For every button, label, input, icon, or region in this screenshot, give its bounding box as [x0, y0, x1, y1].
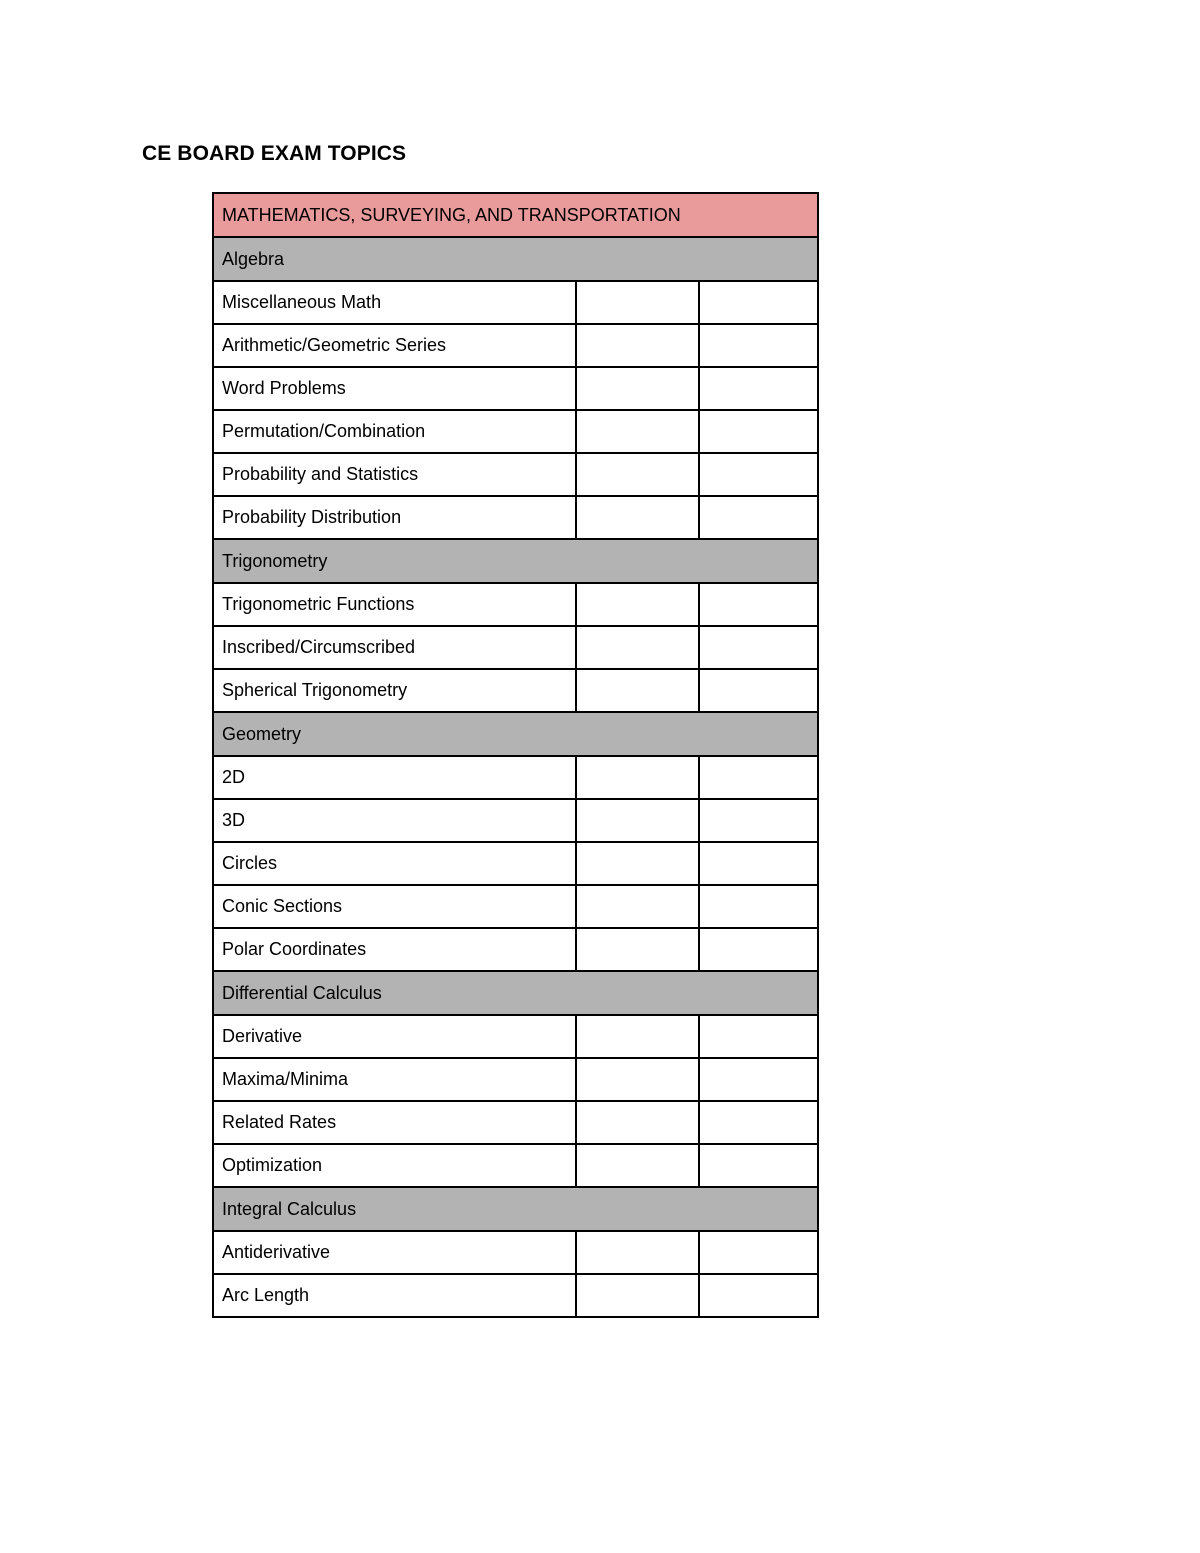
- topic-label: Antiderivative: [213, 1231, 576, 1274]
- topic-check-cell-1[interactable]: [576, 583, 699, 626]
- topic-row: [213, 885, 818, 928]
- topic-check-cell-2[interactable]: [699, 281, 818, 324]
- group-header-row: [213, 539, 818, 583]
- topic-check-cell-2[interactable]: [699, 453, 818, 496]
- topic-row: [213, 367, 818, 410]
- topic-label: Permutation/Combination: [213, 410, 576, 453]
- group-header-row: [213, 1187, 818, 1231]
- topic-check-cell-1[interactable]: [576, 842, 699, 885]
- topic-check-cell-1[interactable]: [576, 1101, 699, 1144]
- topic-label: Trigonometric Functions: [213, 583, 576, 626]
- topic-check-cell-1[interactable]: [576, 669, 699, 712]
- topic-check-cell-2[interactable]: [699, 496, 818, 539]
- topic-label: Arc Length: [213, 1274, 576, 1317]
- topic-row: [213, 410, 818, 453]
- topic-row: [213, 799, 818, 842]
- topic-check-cell-1[interactable]: [576, 885, 699, 928]
- topic-label: Related Rates: [213, 1101, 576, 1144]
- page-title: CE BOARD EXAM TOPICS: [142, 142, 407, 165]
- topic-check-cell-1[interactable]: [576, 367, 699, 410]
- topic-check-cell-1[interactable]: [576, 626, 699, 669]
- topic-check-cell-1[interactable]: [576, 928, 699, 971]
- topic-label: Polar Coordinates: [213, 928, 576, 971]
- topic-label: Inscribed/Circumscribed: [213, 626, 576, 669]
- topic-row: [213, 496, 818, 539]
- topic-check-cell-1[interactable]: [576, 1058, 699, 1101]
- topic-check-cell-1[interactable]: [576, 324, 699, 367]
- topic-check-cell-1[interactable]: [576, 1274, 699, 1317]
- group-header: Differential Calculus: [213, 971, 818, 1015]
- topic-row: [213, 669, 818, 712]
- topic-check-cell-2[interactable]: [699, 1274, 818, 1317]
- topic-row: [213, 1015, 818, 1058]
- topic-check-cell-1[interactable]: [576, 496, 699, 539]
- topic-label: Arithmetic/Geometric Series: [213, 324, 576, 367]
- topic-row: [213, 583, 818, 626]
- topic-check-cell-2[interactable]: [699, 1015, 818, 1058]
- topic-row: [213, 453, 818, 496]
- group-header: Geometry: [213, 712, 818, 756]
- topic-label: Circles: [213, 842, 576, 885]
- topic-row: [213, 1274, 818, 1317]
- topic-check-cell-1[interactable]: [576, 453, 699, 496]
- topic-check-cell-1[interactable]: [576, 1231, 699, 1274]
- topic-row: [213, 1058, 818, 1101]
- topic-label: Word Problems: [213, 367, 576, 410]
- topic-check-cell-2[interactable]: [699, 367, 818, 410]
- topic-check-cell-1[interactable]: [576, 1144, 699, 1187]
- topic-row: [213, 928, 818, 971]
- topic-row: [213, 626, 818, 669]
- group-header: Trigonometry: [213, 539, 818, 583]
- topic-label: Derivative: [213, 1015, 576, 1058]
- topic-check-cell-1[interactable]: [576, 799, 699, 842]
- topic-check-cell-2[interactable]: [699, 583, 818, 626]
- topic-check-cell-2[interactable]: [699, 626, 818, 669]
- topic-check-cell-2[interactable]: [699, 324, 818, 367]
- topic-check-cell-2[interactable]: [699, 756, 818, 799]
- section-header: MATHEMATICS, SURVEYING, AND TRANSPORTATION: [213, 193, 818, 237]
- topic-check-cell-2[interactable]: [699, 1144, 818, 1187]
- topic-row: [213, 324, 818, 367]
- topics-table: [212, 192, 819, 1318]
- topic-check-cell-2[interactable]: [699, 1058, 818, 1101]
- topic-row: [213, 842, 818, 885]
- topic-row: [213, 1144, 818, 1187]
- topic-label: Maxima/Minima: [213, 1058, 576, 1101]
- topic-check-cell-1[interactable]: [576, 1015, 699, 1058]
- topic-row: [213, 281, 818, 324]
- topic-label: Probability Distribution: [213, 496, 576, 539]
- topic-label: 3D: [213, 799, 576, 842]
- group-header-row: [213, 971, 818, 1015]
- topic-check-cell-2[interactable]: [699, 885, 818, 928]
- topic-check-cell-2[interactable]: [699, 1231, 818, 1274]
- topic-row: [213, 756, 818, 799]
- topic-row: [213, 1231, 818, 1274]
- topic-check-cell-2[interactable]: [699, 928, 818, 971]
- topic-row: [213, 1101, 818, 1144]
- topic-check-cell-1[interactable]: [576, 756, 699, 799]
- topic-check-cell-1[interactable]: [576, 410, 699, 453]
- topic-label: 2D: [213, 756, 576, 799]
- topic-check-cell-2[interactable]: [699, 799, 818, 842]
- topic-label: Miscellaneous Math: [213, 281, 576, 324]
- topic-check-cell-2[interactable]: [699, 410, 818, 453]
- topic-check-cell-2[interactable]: [699, 669, 818, 712]
- group-header-row: [213, 237, 818, 281]
- group-header: Integral Calculus: [213, 1187, 818, 1231]
- group-header: Algebra: [213, 237, 818, 281]
- topic-check-cell-1[interactable]: [576, 281, 699, 324]
- topic-label: Conic Sections: [213, 885, 576, 928]
- topic-label: Spherical Trigonometry: [213, 669, 576, 712]
- topic-label: Optimization: [213, 1144, 576, 1187]
- topic-check-cell-2[interactable]: [699, 842, 818, 885]
- section-header-row: [213, 193, 818, 237]
- group-header-row: [213, 712, 818, 756]
- topic-label: Probability and Statistics: [213, 453, 576, 496]
- topic-check-cell-2[interactable]: [699, 1101, 818, 1144]
